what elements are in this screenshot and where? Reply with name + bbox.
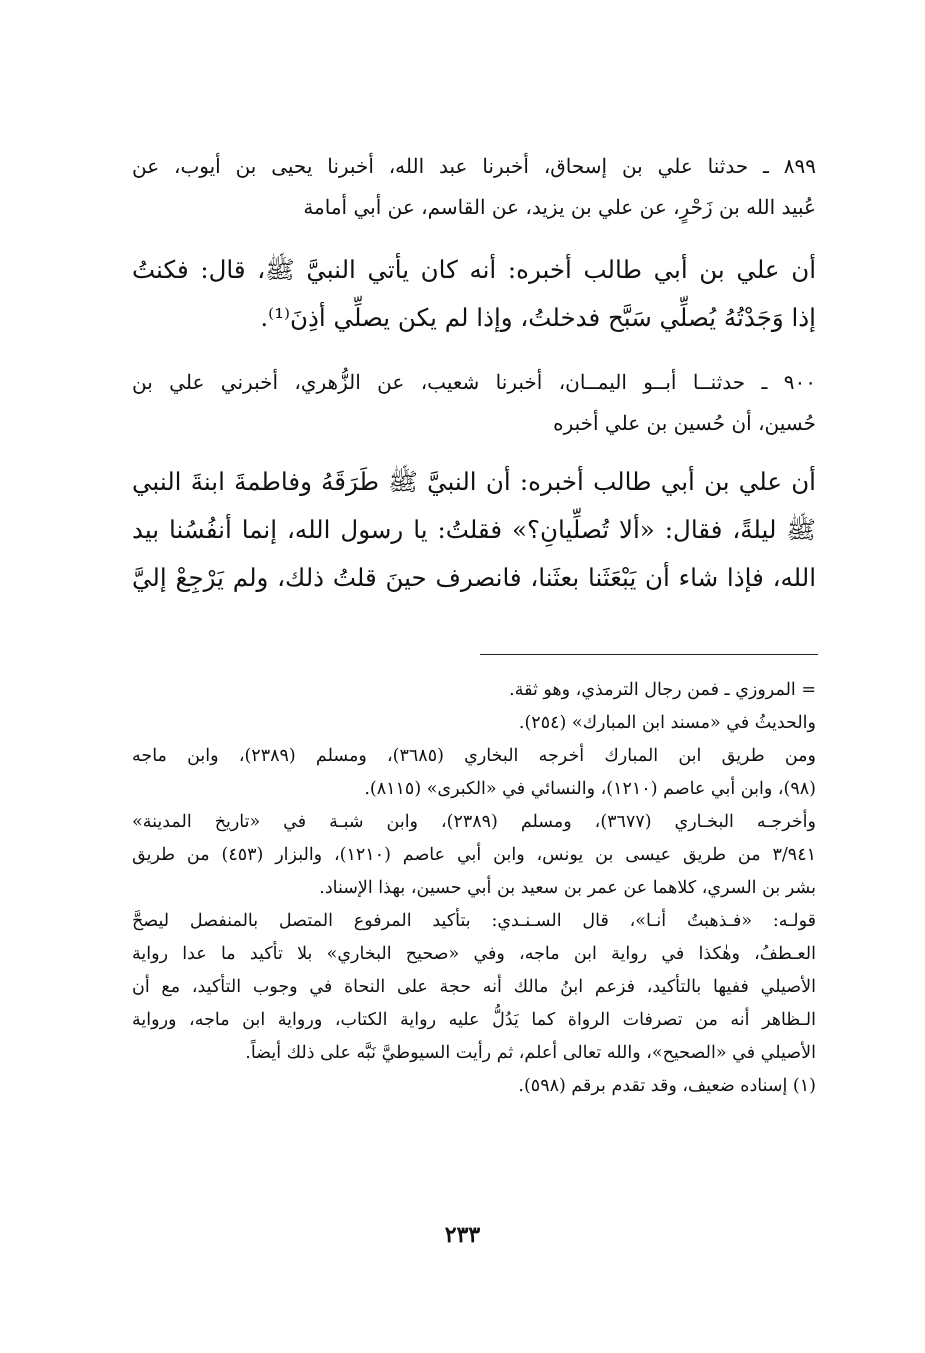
hadith-900-isnad xyxy=(132,362,816,444)
footnote-line: وأخرجـه البخـاري (٣٦٧٧)، ومسلم (٢٣٨٩)، وابن شبـة في «تاريخ المدينة» xyxy=(132,812,816,832)
footnote-line: بشر بن السري، كلاهما عن عمر بن سعيد بن أبي حسين، بهذا الإسناد. xyxy=(319,878,816,898)
footnote-line: (٩٨)، وابن أبي عاصم (١٢١٠)، والنسائي في «الكبرى» (٨١١٥). xyxy=(364,779,816,799)
text-line: ٨٩٩ ـ حدثنا علي بن إسحاق، أخبرنا عبد الله، أخبرنا يحيى بن أيوب، عن xyxy=(132,154,816,178)
hadith-900-matn xyxy=(132,458,816,602)
text-line: الله، فإذا شاء أن يَبْعَثَنا بعثَنا، فانصرف حينَ قلتُ ذلك، ولم يَرْجِعْ إليَّ xyxy=(132,563,816,592)
footnote-line: والحديثُ في «مسند ابن المبارك» (٢٥٤). xyxy=(518,713,816,733)
footnotes xyxy=(132,674,816,1103)
text-line: حُسين، أن حُسين بن علي أخبره xyxy=(553,411,816,435)
text-line: عُبيد الله بن زَحْرٍ، عن علي بن يزيد، عن القاسم، عن أبي أمامة xyxy=(303,195,816,219)
text-line: ﷺ ليلةً، فقال: «ألا تُصلِّيانِ؟» فقلتُ: يا رسول الله، إنما أنفُسُنا بيد xyxy=(132,515,816,544)
footnote-line: = المروزي ـ فمن رجال الترمذي، وهو ثقة. xyxy=(509,680,816,700)
text-line: إذا وَجَدْتُهُ يُصلِّي سَبَّح فدخلتُ، وإذا لم يكن يصلِّي أذِنَ⁽¹⁾. xyxy=(260,303,816,332)
footnote-line: ومن طريق ابن المبارك أخرجه البخاري (٣٦٨٥)، ومسلم (٢٣٨٩)، وابن ماجه xyxy=(132,746,816,766)
footnote-line: (١) إسناده ضعيف، وقد تقدم برقم (٥٩٨). xyxy=(518,1076,816,1096)
text-line: أن علي بن أبي طالب أخبره: أن النبيَّ ﷺ طَرَقَهُ وفاطمةَ ابنةَ النبي xyxy=(132,467,816,496)
footnote-line: قولـه: «فـذهبتُ أنـا»، قال السـنـدي: بتأكيد المرفوع المتصل بالمنفصل ليصحَّ xyxy=(132,911,816,931)
footnote-line: الأصيلي في «الصحيح»، والله تعالى أعلم، ثم رأيت السيوطيَّ نَبَّه على ذلك أيضاً. xyxy=(245,1043,816,1063)
footnote-line: ٣/٩٤١ من طريق عيسى بن يونس، وابن أبي عاصم (١٢١٠)، والبزار (٤٥٣) من طريق xyxy=(132,845,816,865)
footnote-line: الأصيلي ففيها بالتأكيد، فزعم ابنُ مالك أنه حجة على النحاة في وجوب التأكيد، مع أن xyxy=(132,977,816,997)
text-line: أن علي بن أبي طالب أخبره: أنه كان يأتي النبيَّ ﷺ، قال: فكنتُ xyxy=(132,255,816,284)
hadith-899-isnad xyxy=(132,146,816,228)
footnote-line: العـطفُ، وهٰكذا في رواية ابن ماجه، وفي «صحيح البخاري» بلا تأكيد ما عدا رواية xyxy=(132,944,816,964)
footnote-separator xyxy=(480,654,818,655)
text-line: ٩٠٠ ـ حدثنــا أبــو اليمــان، أخبرنا شعيب، عن الزُّهري، أخبرني علي بن xyxy=(132,370,816,394)
footnote-line: الـظاهر أنه من تصرفات الرواة كما يَدُلُّ عليه رواية الكتاب، ورواية ابن ماجه، ورواية xyxy=(132,1010,816,1030)
hadith-899-matn xyxy=(132,246,816,342)
page-number: ٢٣٣ xyxy=(444,1222,481,1248)
